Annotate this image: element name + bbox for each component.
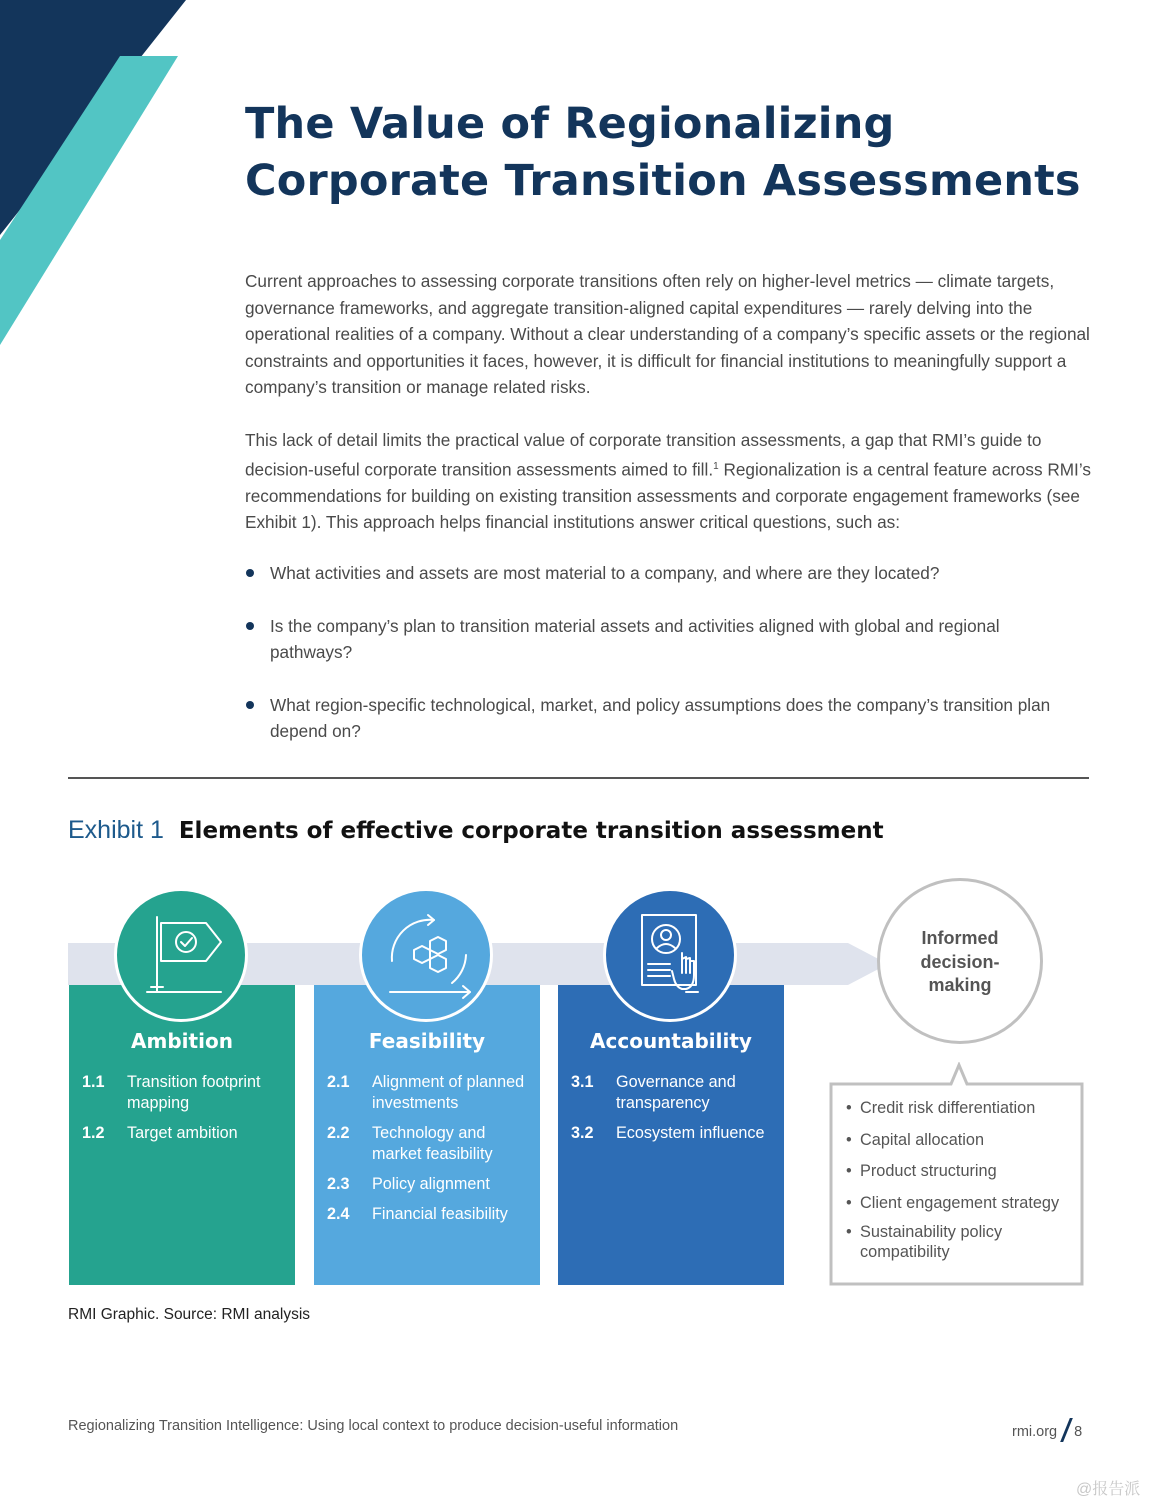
informed-decision-circle bbox=[877, 878, 1043, 1044]
outcomes-list bbox=[840, 1098, 1070, 1273]
list-item: 2.1 Alignment of planned investments bbox=[327, 1073, 525, 1112]
accountability-label: Accountability bbox=[590, 1029, 752, 1053]
list-item: Is the company’s plan to transition material assets and activities aligned with global and regional pathways? bbox=[245, 613, 1075, 666]
footnote-ref[interactable]: 1 bbox=[713, 460, 719, 472]
list-item: 1.1 Transition footprint mapping bbox=[82, 1073, 261, 1112]
ambition-label: Ambition bbox=[131, 1029, 233, 1053]
feasibility-column bbox=[314, 985, 540, 1285]
footer-page-info bbox=[1012, 1418, 1082, 1442]
flag-check-icon bbox=[114, 888, 248, 1022]
informed-decision-label: Informed decision-making bbox=[920, 928, 1000, 995]
list-item: 2.3 Policy alignment bbox=[327, 1175, 490, 1193]
exhibit-heading bbox=[68, 814, 884, 847]
list-item: • Sustainability policy compatibility bbox=[840, 1222, 1020, 1262]
intro-paragraph: Current approaches to assessing corporate transitions often rely on higher-level metrics — climate targets, governance frameworks, and aggregate transition-aligned capital expenditures — rarely delving into the operational realities of a company. Without a clear understanding of a company’s specific assets or the regional constraints and opportunities it faces, however, it is difficult for financial institutions to meaningfully support a company’s transition or manage related risks. bbox=[245, 271, 1090, 397]
slash-divider-icon bbox=[1060, 1418, 1073, 1442]
list-item: • Product structuring bbox=[840, 1161, 1070, 1181]
footer-site-link[interactable]: rmi.org bbox=[1012, 1424, 1058, 1440]
list-item: • Client engagement strategy bbox=[840, 1193, 1070, 1213]
accountability-column bbox=[558, 985, 784, 1285]
ambition-items bbox=[82, 1072, 292, 1153]
bullet-icon bbox=[246, 569, 254, 577]
list-item: What region-specific technological, market, and policy assumptions does the company’s transition plan depend on? bbox=[245, 692, 1075, 745]
list-item: 2.2 Technology and market feasibility bbox=[327, 1124, 493, 1163]
feasibility-items bbox=[327, 1072, 537, 1234]
questions-list bbox=[245, 560, 1075, 745]
document-person-icon bbox=[603, 888, 737, 1022]
corner-decoration bbox=[0, 0, 190, 350]
ambition-column bbox=[69, 985, 295, 1285]
hexagon-cycle-icon bbox=[359, 888, 493, 1022]
list-item: 1.2 Target ambition bbox=[82, 1124, 238, 1142]
exhibit-title: Elements of effective corporate transition assessment bbox=[178, 818, 884, 844]
list-item: • Capital allocation bbox=[840, 1130, 1070, 1150]
watermark: @报告派 bbox=[1076, 1481, 1141, 1498]
list-item: 3.2 Ecosystem influence bbox=[571, 1124, 765, 1142]
accountability-items bbox=[571, 1072, 781, 1153]
exhibit-number: Exhibit 1 bbox=[68, 816, 164, 844]
bullet-icon bbox=[246, 622, 254, 630]
section-divider bbox=[68, 777, 1089, 779]
page-number: 8 bbox=[1074, 1424, 1083, 1440]
second-paragraph: This lack of detail limits the practical value of corporate transition assessments, a gap that RMI’s guide to decision-useful corporate transition assessments aimed to fill.$^1$ Regionalization is a central feature across RMI’s recommendations for building on existing transition assessments and corporate engagement frameworks (see Exhibit 1). This approach helps financial institutions answer critical questions, such as: bbox=[245, 430, 1091, 533]
list-item: • Credit risk differentiation bbox=[840, 1098, 1070, 1118]
page-title: The Value of Regionalizing Corporate Transition Assessments bbox=[245, 99, 1081, 206]
list-item: 3.1 Governance and transparency bbox=[571, 1073, 736, 1112]
exhibit-source: RMI Graphic. Source: RMI analysis bbox=[68, 1306, 311, 1323]
bullet-icon bbox=[246, 701, 254, 709]
list-item: 2.4 Financial feasibility bbox=[327, 1205, 508, 1223]
footer-report-title: Regionalizing Transition Intelligence: Using local context to produce decision-useful information bbox=[68, 1418, 679, 1434]
feasibility-label: Feasibility bbox=[368, 1029, 486, 1053]
list-item: What activities and assets are most material to a company, and where are they located? bbox=[245, 560, 1075, 587]
